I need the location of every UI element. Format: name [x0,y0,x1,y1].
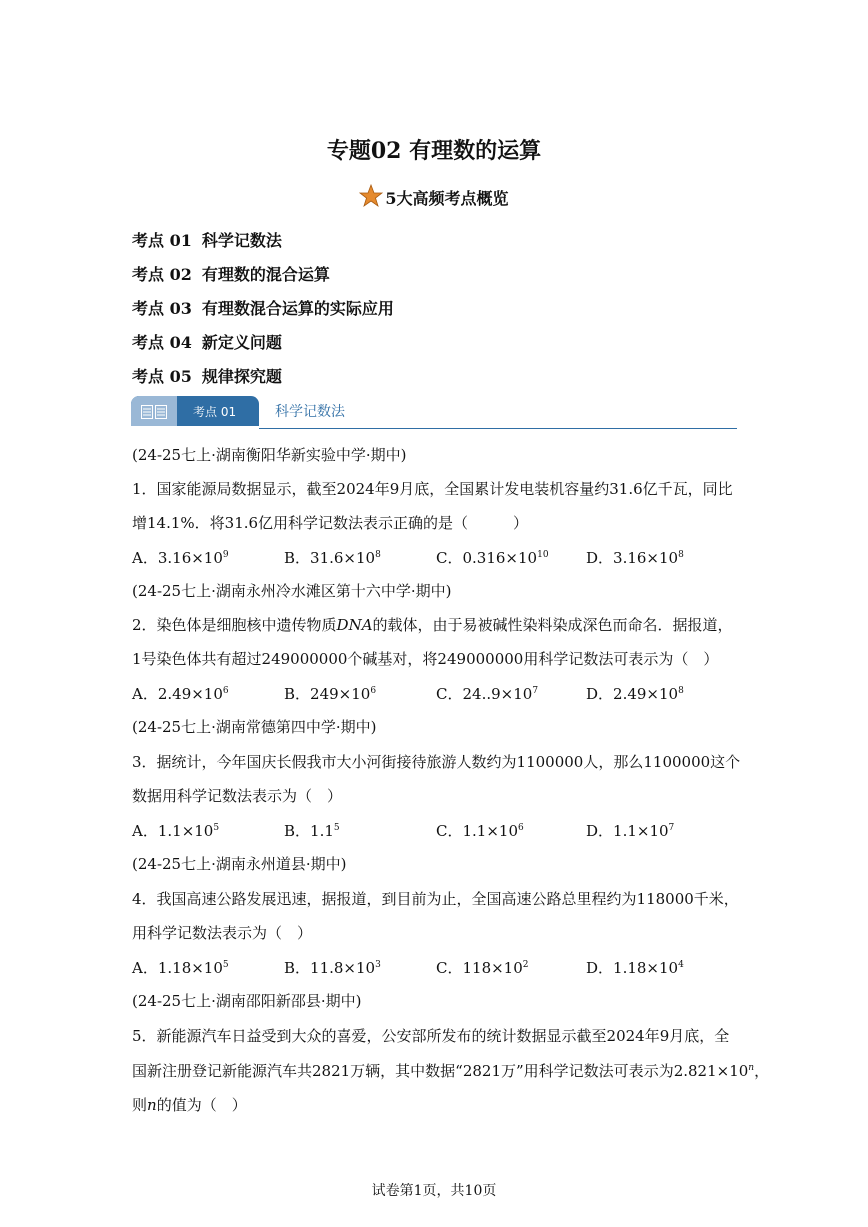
section-header [131,396,737,430]
page-footer: 试卷第1页，共10页 [371,1183,497,1199]
question-source: (24-25七上·湖南邵阳新邵县·期中) [132,992,362,1010]
question-text: 增14.1%．将31.6亿用科学记数法表示正确的是（ ） [132,514,529,532]
keypoint-3[interactable]: 考点 03 有理数混合运算的实际应用 [132,299,394,318]
option-a[interactable]: A．$3.16\times 10^9$ [132,549,229,567]
option-c[interactable]: C．$0.316\times 10^{10}$ [436,549,549,567]
question-text: 1号染色体共有超过249000000个碱基对，将249000000用科学记数法可表示为（ ） [132,650,719,668]
question-text: 2．染色体是细胞核中遗传物质DNA的载体，由于易被碱性染料染成深色而命名．据报道， [132,616,733,634]
keypoint-5[interactable]: 考点 05 规律探究题 [132,367,282,386]
option-c[interactable]: C．$24..9\times 10^7$ [436,685,539,703]
option-d[interactable]: D．$3.16\times 10^8$ [586,549,684,567]
question-text: 用科学记数法表示为（ ） [132,924,313,942]
question-source: (24-25七上·湖南常德第四中学·期中) [132,718,377,736]
star-icon [359,184,383,212]
question-text: 4．我国高速公路发展迅速，据报道，到目前为止，全国高速公路总里程约为118000千米， [132,890,739,908]
page-title: 专题02 有理数的运算 [326,138,542,164]
overview-subtitle [0,184,868,212]
section-name: 科学记数法 [275,404,345,420]
option-b[interactable]: B．$11.8\times 10^3$ [284,959,381,977]
option-d[interactable]: D．$1.18\times 10^4$ [586,959,684,977]
keypoint-4[interactable]: 考点 04 新定义问题 [132,333,282,352]
keypoint-2[interactable]: 考点 02 有理数的混合运算 [132,265,330,284]
list-icon [141,405,167,419]
overview-subtitle-text: 5大高频考点概览 [385,189,509,208]
option-d[interactable]: D．$2.49\times 10^8$ [586,685,684,703]
question-source: (24-25七上·湖南衡阳华新实验中学·期中) [132,446,407,464]
option-b[interactable]: B．$249\times 10^6$ [284,685,377,703]
question-text: 则n的值为（ ） [132,1096,247,1114]
question-source: (24-25七上·湖南永州道县·期中) [132,855,347,873]
option-a[interactable]: A．$2.49\times 10^6$ [132,685,229,703]
question-text: 数据用科学记数法表示为（ ） [132,787,343,805]
option-c[interactable]: C．$1.1\times 10^6$ [436,822,524,840]
question-text: 5．新能源汽车日益受到大众的喜爱，公安部所发布的统计数据显示截至2024年9月底，全 [132,1027,730,1045]
option-c[interactable]: C．$118\times 10^2$ [436,959,529,977]
keypoint-1[interactable]: 考点 01 科学记数法 [132,231,282,250]
question-text: 1．国家能源局数据显示，截至2024年9月底，全国累计发电装机容量约31.6亿千瓦，同比 [132,480,733,498]
option-a[interactable]: A．$1.18\times 10^5$ [132,959,229,977]
option-d[interactable]: D．$1.1\times 10^7$ [586,822,675,840]
option-a[interactable]: A．$1.1\times 10^5$ [132,822,220,840]
question-text: 3．据统计，今年国庆长假我市大小河街接待旅游人数约为1100000人，那么1100000这个 [132,753,741,771]
option-b[interactable]: B．$31.6\times 10^8$ [284,549,381,567]
section-tag-label: 考点 01 [193,405,237,419]
section-divider [259,428,737,429]
section-tag [131,396,259,426]
question-text: 国新注册登记新能源汽车共2821万辆，其中数据“2821万”用科学记数法可表示为$2.821\times 10^n$， [132,1062,770,1080]
question-source: (24-25七上·湖南永州冷水滩区第十六中学·期中) [132,582,452,600]
option-b[interactable]: B．$1.1^5$ [284,822,340,840]
